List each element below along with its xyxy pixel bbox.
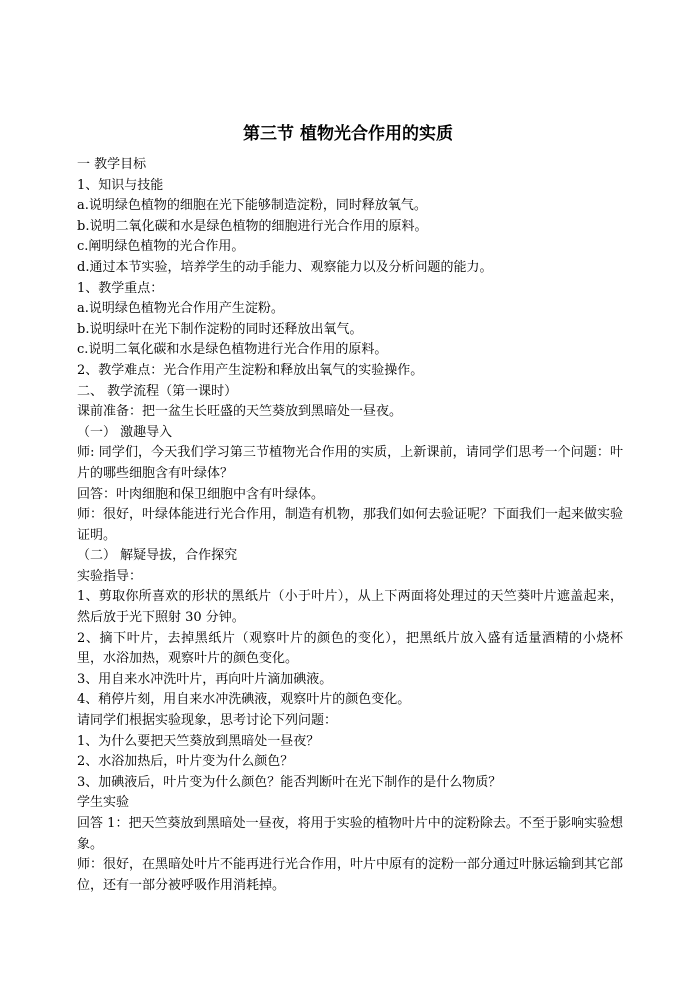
- objective-item: c.阐明绿色植物的光合作用。: [77, 239, 245, 255]
- section-heading: 一 教学目标: [77, 157, 147, 172]
- teacher-paragraph: 师：很好，叶绿体能进行光合作用，制造有机物，那我们如何去验证呢？下面我们一起来做实验证明。: [77, 507, 624, 543]
- experiment-step: 2、摘下叶片，去掉黑纸片（观察叶片的颜色的变化），把黑纸片放入盛有适量酒精的小烧杯里，水浴加热，观察叶片的颜色变化。: [77, 630, 623, 667]
- subsection-heading: 1、教学重点：: [77, 280, 164, 296]
- discussion-prompt: 请同学们根据实验现象，思考讨论下列问题：: [77, 713, 338, 729]
- answer-paragraph: 回答 1：把天竺葵放到黑暗处一昼夜，将用于实验的植物叶片中的淀粉除去。不至于影响实验想象。: [77, 816, 623, 852]
- key-point-item: c.说明二氧化碳和水是绿色植物进行光合作用的原料。: [77, 342, 388, 358]
- discussion-question: 2、水浴加热后，叶片变为什么颜色？: [77, 754, 294, 770]
- objective-item: b.说明二氧化碳和水是绿色植物的细胞进行光合作用的原料。: [77, 218, 428, 234]
- document-body: [77, 155, 623, 896]
- objective-item: a.说明绿色植物的细胞在光下能够制造淀粉，同时释放氧气。: [77, 198, 427, 214]
- experiment-step: 3、用自来水冲洗叶片，再向叶片滴加碘液。: [77, 671, 333, 687]
- subsection-heading: 1、知识与技能: [77, 177, 164, 193]
- student-experiment-label: 学生实验: [77, 795, 130, 811]
- difficulty-line: 2、教学难点：光合作用产生淀粉和释放出氧气的实验操作。: [77, 362, 424, 378]
- section-heading: 二、 教学流程（第一课时）: [77, 383, 238, 399]
- step-heading: （一） 激趣导入: [77, 424, 173, 440]
- key-point-item: a.说明绿色植物光合作用产生淀粉。: [77, 301, 284, 317]
- experiment-step: 4、稍停片刻，用自来水冲洗碘液，观察叶片的颜色变化。: [77, 692, 411, 708]
- experiment-guide-label: 实验指导：: [77, 568, 143, 584]
- step-heading: （二） 解疑导拔，合作探究: [77, 548, 238, 564]
- page-title: 第三节 植物光合作用的实质: [243, 124, 453, 144]
- objective-item: d.通过本节实验，培养学生的动手能力、观察能力以及分析问题的能力。: [77, 259, 493, 275]
- key-point-item: b.说明绿叶在光下制作淀粉的同时还释放出氧气。: [77, 321, 363, 337]
- preparation-line: 课前准备：把一盆生长旺盛的天竺葵放到黑暗处一昼夜。: [77, 404, 403, 420]
- discussion-question: 1、为什么要把天竺葵放到黑暗处一昼夜？: [77, 733, 320, 749]
- answer-paragraph: 回答：叶肉细胞和保卫细胞中含有叶绿体。: [77, 486, 325, 502]
- experiment-step: 1、剪取你所喜欢的形状的黑纸片（小于叶片），从上下两面将处理过的天竺葵叶片遮盖起来，然后放于光下照射 30 分钟。: [77, 589, 623, 626]
- teacher-paragraph: 师: 同学们，今天我们学习第三节植物光合作用的实质，上新课前，请同学们思考一个问题：叶片的哪些细胞含有叶绿体？: [77, 445, 623, 481]
- teacher-paragraph: 师：很好，在黑暗处叶片不能再进行光合作用，叶片中原有的淀粉一部分通过叶脉运输到其它部位，还有一部分被呼吸作用消耗掉。: [77, 857, 624, 893]
- discussion-question: 3、加碘液后，叶片变为什么颜色？能否判断叶在光下制作的是什么物质？: [77, 774, 502, 790]
